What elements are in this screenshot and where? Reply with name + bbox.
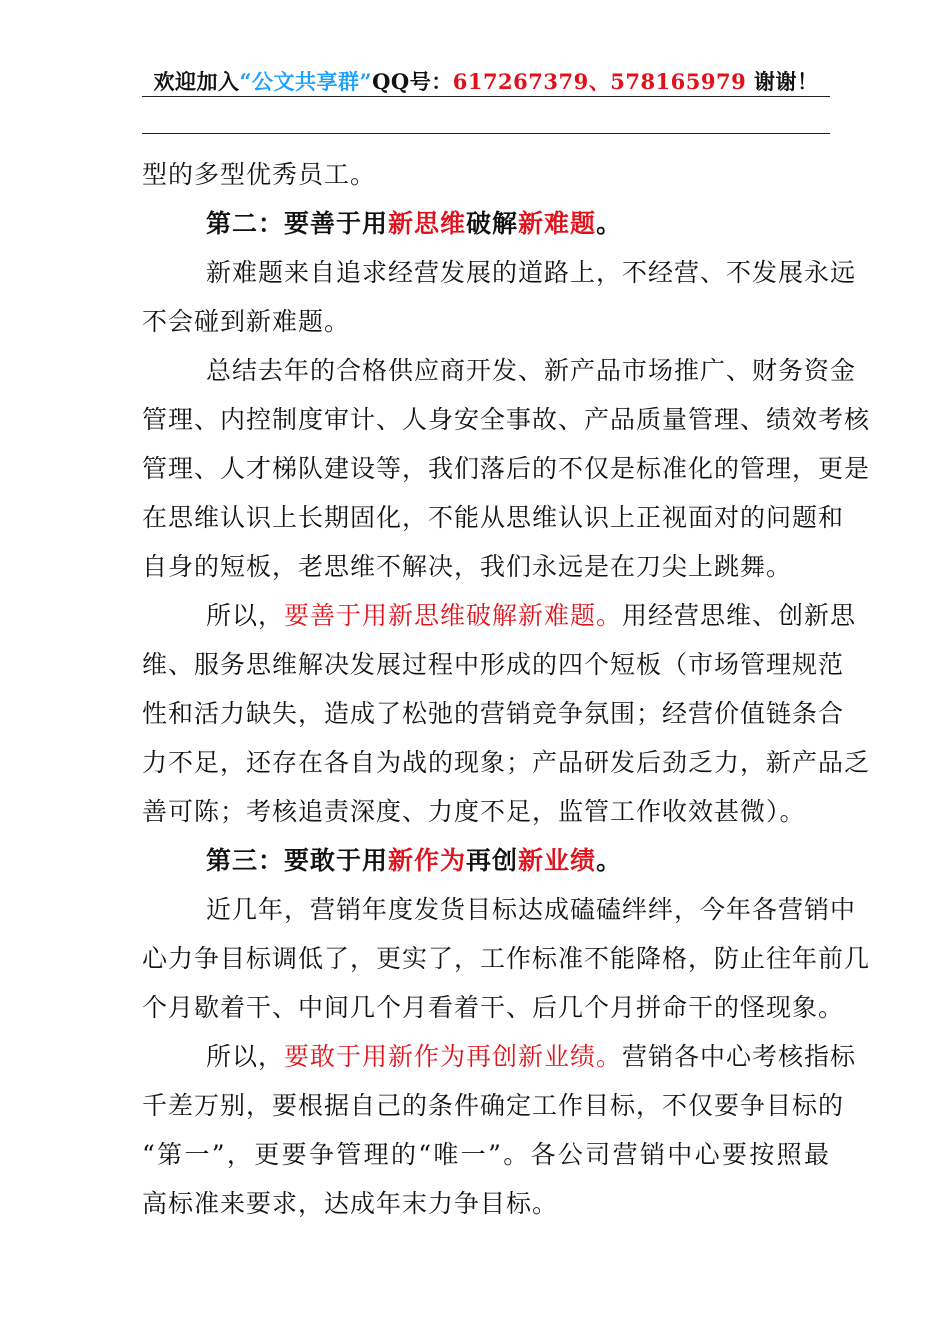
body-text: 营销各中心考核指标 <box>622 1042 857 1071</box>
heading-highlight: 新思维 <box>388 209 467 238</box>
body-line: 性和活力缺失，造成了松弛的营销竞争氛围；经营价值链条合 <box>142 699 845 728</box>
body-line: 高标准来要求，达成年末力争目标。 <box>142 1189 559 1218</box>
body-line: 管理、内控制度审计、人身安全事故、产品质量管理、绩效考核 <box>142 405 871 434</box>
body-line: 不会碰到新难题。 <box>142 307 351 336</box>
body-line: 近几年，营销年度发货目标达成磕磕绊绊，今年各营销中 <box>206 895 857 924</box>
body-line: 管理、人才梯队建设等，我们落后的不仅是标准化的管理，更是 <box>142 454 871 483</box>
header-qq-label: QQ号： <box>372 69 453 94</box>
header-qq-numbers: 617267379、578165979 <box>452 69 747 94</box>
header-group-name: “公文共享群” <box>239 69 373 94</box>
section-heading-3 <box>142 836 830 885</box>
body-line: 总结去年的合格供应商开发、新产品市场推广、财务资金 <box>206 356 857 385</box>
body-line: “第一”，更要争管理的“唯一”。各公司营销中心要按照最 <box>142 1140 830 1169</box>
body-line: 个月歇着干、中间几个月看着干、后几个月拼命干的怪现象。 <box>142 993 845 1022</box>
section-heading-2 <box>142 199 830 248</box>
body-line: 善可陈；考核追责深度、力度不足，监管工作收效甚微）。 <box>142 797 806 826</box>
body-line <box>142 591 857 640</box>
document-body <box>142 150 871 1228</box>
heading-highlight: 新难题 <box>518 209 597 238</box>
header-thanks: 谢谢！ <box>746 69 819 94</box>
body-text: 所以， <box>206 1042 285 1071</box>
body-line: 维、服务思维解决发展过程中形成的四个短板（市场管理规范 <box>142 650 845 679</box>
body-line: 型的多型优秀员工。 <box>142 160 377 189</box>
body-line: 在思维认识上长期固化，不能从思维认识上正视面对的问题和 <box>142 503 845 532</box>
heading-text: 第三：要敢于用 <box>206 846 389 875</box>
body-line: 新难题来自追求经营发展的道路上，不经营、不发展永远 <box>206 258 857 287</box>
heading-text: 再创 <box>466 846 519 875</box>
body-text: 所以， <box>206 601 285 630</box>
body-highlight: 要敢于用新作为再创新业绩。 <box>284 1042 623 1071</box>
body-line: 力不足，还存在各自为战的现象；产品研发后劲乏力，新产品乏 <box>142 748 871 777</box>
heading-highlight: 新业绩 <box>518 846 597 875</box>
heading-text: 。 <box>596 846 623 875</box>
body-highlight: 要善于用新思维破解新难题。 <box>284 601 623 630</box>
body-line: 自身的短板，老思维不解决，我们永远是在刀尖上跳舞。 <box>142 552 793 581</box>
heading-text: 破解 <box>466 209 519 238</box>
content-top-divider <box>142 133 830 134</box>
heading-text: 第二：要善于用 <box>206 209 389 238</box>
header-divider <box>142 96 830 97</box>
body-text: 用经营思维、创新思 <box>622 601 857 630</box>
body-line: 心力争目标调低了，更实了，工作标准不能降格，防止往年前几 <box>142 944 871 973</box>
header-banner <box>142 66 830 96</box>
header-welcome: 欢迎加入 <box>153 69 240 94</box>
heading-highlight: 新作为 <box>388 846 467 875</box>
heading-text: 。 <box>596 209 623 238</box>
body-line <box>142 1032 857 1081</box>
body-line: 千差万别，要根据自己的条件确定工作目标，不仅要争目标的 <box>142 1091 845 1120</box>
